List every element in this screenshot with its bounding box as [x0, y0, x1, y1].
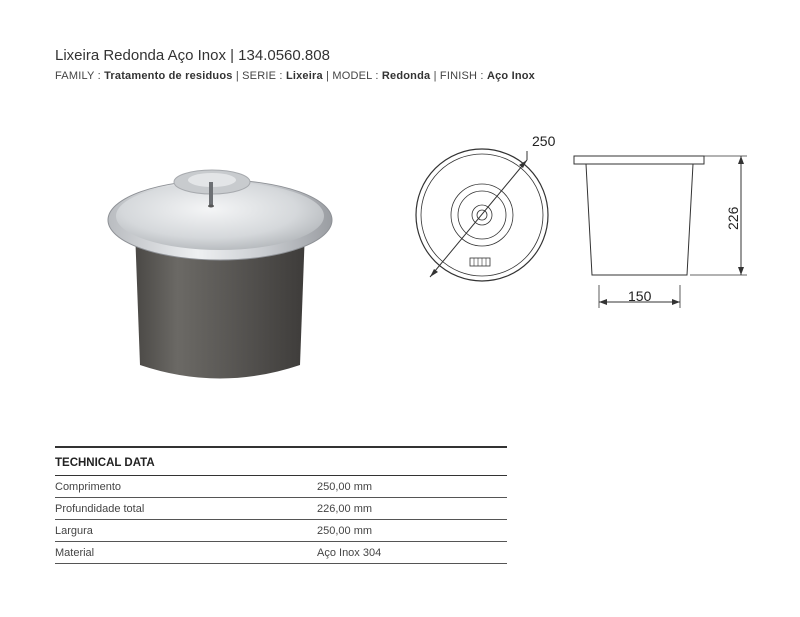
technical-data-heading: TECHNICAL DATA: [55, 446, 507, 476]
serie-value: Lixeira: [285, 70, 323, 82]
family-value: Tratamento de residuos: [104, 70, 233, 82]
row-label: Largura: [55, 524, 93, 537]
row-label: Profundidade total: [55, 502, 145, 515]
row-value: 250,00 mm: [317, 524, 373, 537]
product-title: Lixeira Redonda Aço Inox | 134.0560.808: [55, 47, 330, 64]
diameter-label: 250: [532, 133, 556, 149]
row-value: Aço Inox 304: [317, 546, 382, 559]
model-label: | MODEL :: [322, 70, 382, 82]
table-row: [55, 542, 507, 564]
family-label: FAMILY :: [55, 70, 105, 82]
bottom-width-label: 150: [628, 288, 652, 304]
row-label: Comprimento: [55, 480, 122, 493]
product-attributes: [55, 70, 535, 82]
table-row: [55, 520, 507, 542]
serie-label: | SERIE :: [232, 70, 286, 82]
row-value: 226,00 mm: [317, 502, 373, 515]
table-row: [55, 498, 507, 520]
top-view: [416, 149, 548, 281]
model-value: Redonda: [381, 70, 431, 82]
product-photo: [100, 130, 350, 390]
technical-drawing: [400, 125, 760, 325]
finish-label: | FINISH :: [430, 70, 487, 82]
technical-data-table: [55, 446, 507, 564]
side-view: [574, 156, 747, 308]
table-row: [55, 476, 507, 498]
height-label: 226: [725, 206, 741, 230]
row-value: 250,00 mm: [317, 480, 373, 493]
finish-value: Aço Inox: [486, 70, 536, 82]
row-label: Material: [55, 546, 95, 559]
